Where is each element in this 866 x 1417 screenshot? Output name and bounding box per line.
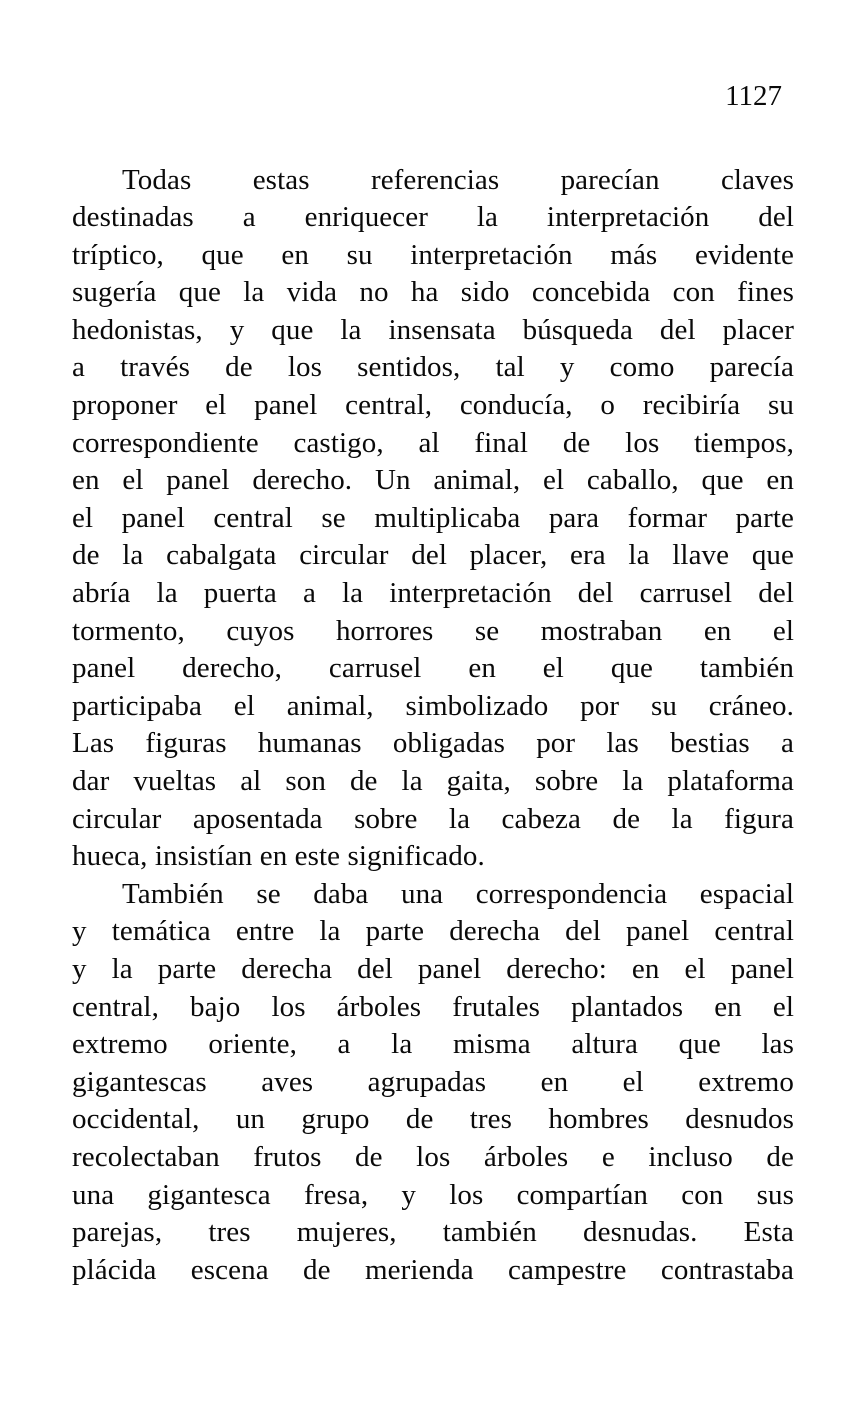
text-line: proponer el panel central, conducía, o recibiría su — [72, 389, 794, 422]
text-line: abría la puerta a la interpretación del carrusel del — [72, 577, 794, 610]
text-line: tormento, cuyos horrores se mostraban en el — [72, 614, 794, 647]
text-line: a través de los sentidos, tal y como parecía — [72, 351, 794, 384]
text-line: extremo oriente, a la misma altura que las — [72, 1028, 794, 1061]
text-line: También se daba una correspondencia espacial — [122, 877, 794, 910]
text-line: Todas estas referencias parecían claves — [122, 163, 794, 196]
text-line: de la cabalgata circular del placer, era la llave que — [72, 539, 794, 572]
text-line: panel derecho, carrusel en el que también — [72, 652, 794, 685]
text-line: central, bajo los árboles frutales plantados en el — [72, 990, 794, 1023]
text-line: tríptico, que en su interpretación más evidente — [72, 238, 794, 271]
text-line: en el panel derecho. Un animal, el caballo, que en — [72, 464, 794, 497]
text-line: hedonistas, y que la insensata búsqueda del placer — [72, 313, 794, 346]
text-line: plácida escena de merienda campestre contrastaba — [72, 1253, 794, 1286]
text-line: una gigantesca fresa, y los compartían con sus — [72, 1178, 794, 1211]
text-line: el panel central se multiplicaba para formar parte — [72, 501, 794, 534]
text-line: hueca, insistían en este significado. — [72, 840, 485, 873]
text-line: correspondiente castigo, al final de los tiempos, — [72, 426, 794, 459]
text-line: participaba el animal, simbolizado por su cráneo. — [72, 689, 794, 722]
page-text — [0, 162, 866, 1290]
text-line: destinadas a enriquecer la interpretación del — [72, 201, 794, 234]
text-line: parejas, tres mujeres, también desnudas. Esta — [72, 1216, 794, 1249]
text-line: occidental, un grupo de tres hombres desnudos — [72, 1103, 794, 1136]
text-line: y la parte derecha del panel derecho: en el panel — [72, 952, 794, 985]
text-line: sugería que la vida no ha sido concebida con fines — [72, 276, 794, 309]
text-line: recolectaban frutos de los árboles e incluso de — [72, 1140, 794, 1173]
text-line: gigantescas aves agrupadas en el extremo — [72, 1065, 794, 1098]
text-line: Las figuras humanas obligadas por las bestias a — [72, 727, 794, 760]
text-line: y temática entre la parte derecha del panel central — [72, 915, 794, 948]
page-number: 1127 — [725, 80, 782, 112]
text-line: dar vueltas al son de la gaita, sobre la plataforma — [72, 765, 794, 797]
text-line: circular aposentada sobre la cabeza de la figura — [72, 802, 794, 835]
